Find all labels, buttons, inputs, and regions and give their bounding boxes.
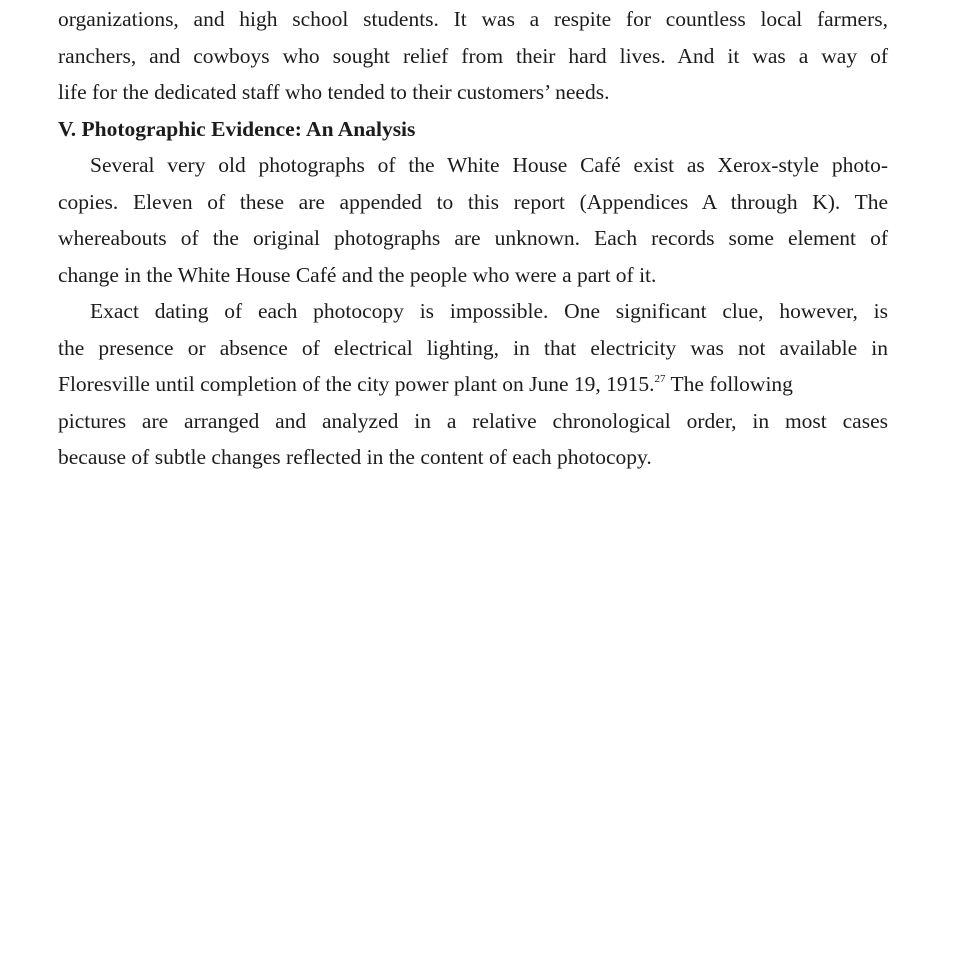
- paragraph-intro: [58, 1, 888, 111]
- paragraph-line: the presence or absence of electrical lighting, in that electricity was not available in: [58, 335, 888, 360]
- paragraph-line-with-footnote: [58, 366, 888, 403]
- section-heading: V. Photographic Evidence: An Analysis: [58, 116, 416, 141]
- paragraph-photographs: [58, 147, 888, 293]
- paragraph-dating: [58, 293, 888, 476]
- paragraph-line: copies. Eleven of these are appended to this report (Appendices A through K). The: [58, 189, 888, 214]
- paragraph-line: pictures are arranged and analyzed in a relative chronological order, in most cases: [58, 408, 888, 433]
- document-page: [58, 1, 888, 476]
- paragraph-line: Several very old photographs of the White House Café exist as Xerox-style photo-: [90, 153, 888, 177]
- paragraph-line: Exact dating of each photocopy is impossible. One significant clue, however, is: [90, 299, 888, 323]
- paragraph-line: change in the White House Café and the people who were a part of it.: [58, 262, 657, 287]
- footnote-reference[interactable]: 27: [654, 373, 666, 385]
- paragraph-line: life for the dedicated staff who tended to their customers’ needs.: [58, 80, 610, 104]
- paragraph-line: because of subtle changes reflected in the content of each photocopy.: [58, 445, 652, 469]
- paragraph-line: whereabouts of the original photographs are unknown. Each records some element of: [58, 226, 888, 250]
- paragraph-line-text: Floresville until completion of the city power plant on June 19, 1915.: [58, 372, 655, 396]
- paragraph-line: ranchers, and cowboys who sought relief from their hard lives. And it was a way of: [58, 43, 888, 68]
- paragraph-line-tail: The following: [665, 372, 793, 396]
- paragraph-line: organizations, and high school students. It was a respite for countless local farmers,: [58, 7, 888, 31]
